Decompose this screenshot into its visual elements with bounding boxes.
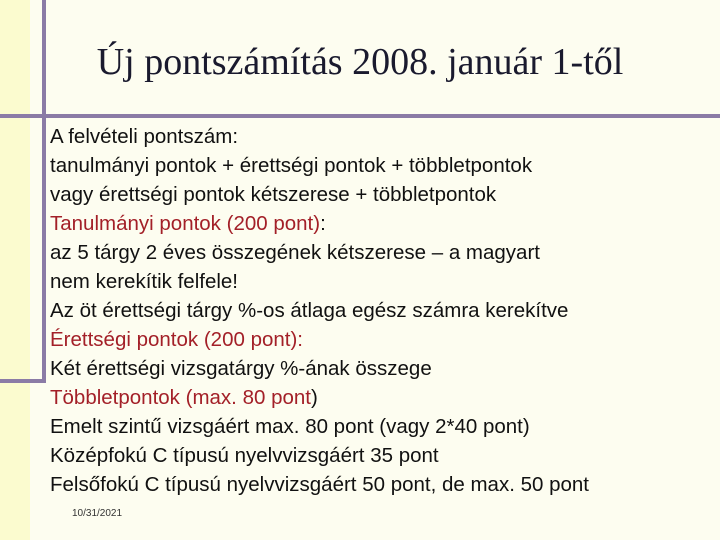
section-heading-tanulmanyi xyxy=(50,209,715,238)
text-line: az 5 tárgy 2 éves összegének kétszerese – a magyart xyxy=(50,241,540,264)
heading-paren: ) xyxy=(310,386,318,409)
text-line: Az öt érettségi tárgy %-os átlaga egész számra kerekítve xyxy=(50,299,569,322)
slide-date: 10/31/2021 xyxy=(72,508,123,519)
section-heading-erettsegi: Érettségi pontok (200 pont): xyxy=(50,328,303,351)
title-divider xyxy=(0,114,720,118)
text-line: nem kerekítik felfele! xyxy=(50,270,238,293)
heading-text: Többletpontok (max. 80 pont xyxy=(50,386,311,409)
text-line: Két érettségi vizsgatárgy %-ának összege xyxy=(50,357,432,380)
text-line: Emelt szintű vizsgáért max. 80 pont (vagy 2*40 pont) xyxy=(50,415,530,438)
slide-body xyxy=(50,122,715,499)
slide-title: Új pontszámítás 2008. január 1-től xyxy=(96,41,624,83)
heading-text: Tanulmányi pontok (200 pont) xyxy=(50,212,321,235)
heading-colon: : xyxy=(320,212,326,235)
short-divider xyxy=(0,379,46,383)
text-line: Felsőfokú C típusú nyelvvizsgáért 50 pont, de max. 50 pont xyxy=(50,473,589,496)
text-line: vagy érettségi pontok kétszerese + többletpontok xyxy=(50,183,497,206)
text-line: tanulmányi pontok + érettségi pontok + többletpontok xyxy=(50,154,533,177)
section-heading-tobblet xyxy=(50,383,715,412)
text-line: A felvételi pontszám: xyxy=(50,125,239,148)
text-line: Középfokú C típusú nyelvvizsgáért 35 pont xyxy=(50,444,439,467)
